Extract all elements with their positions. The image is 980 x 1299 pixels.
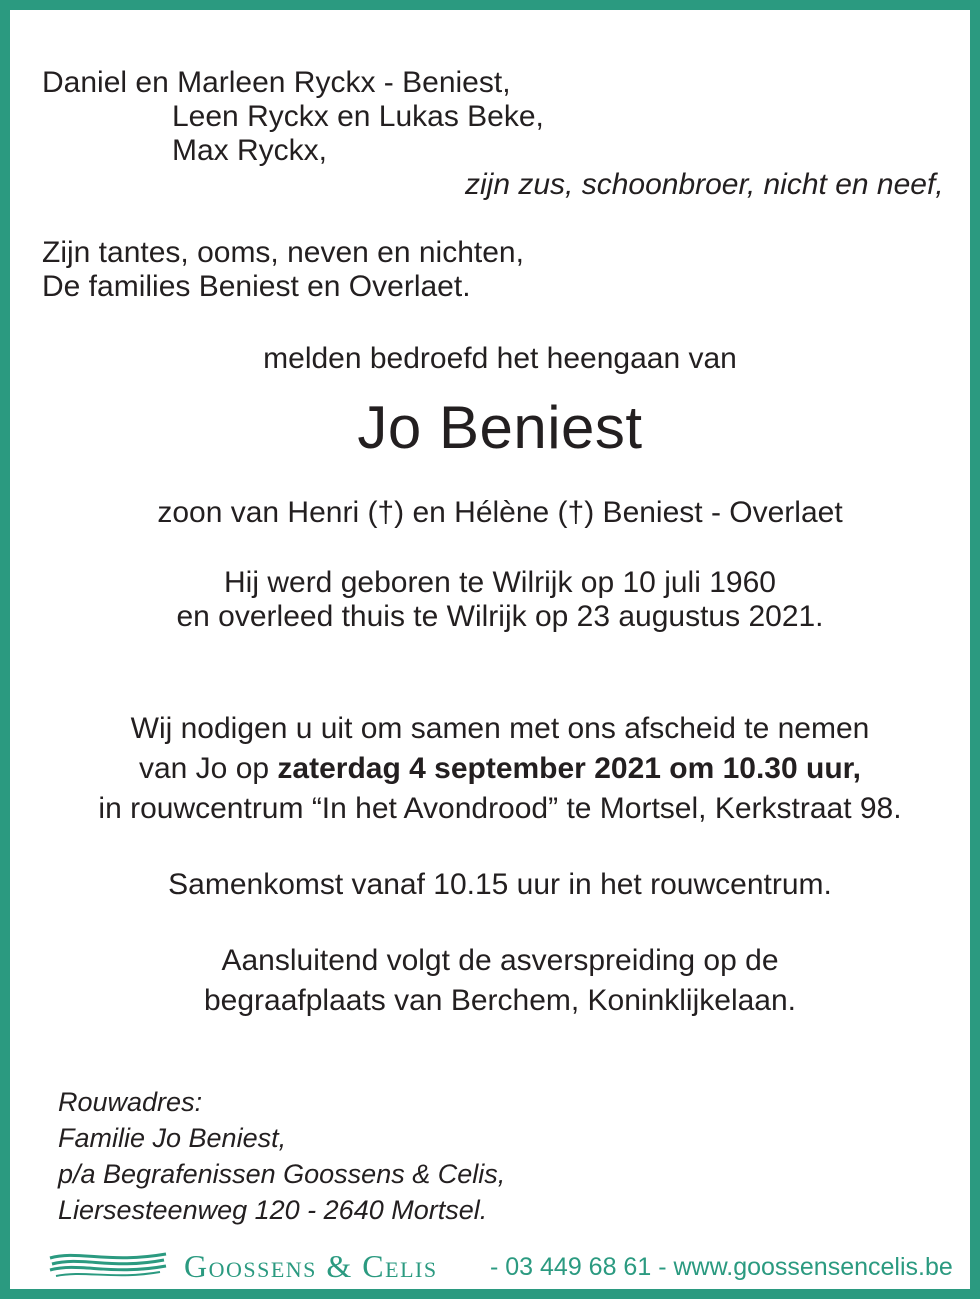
address-line-3: Liersesteenweg 120 - 2640 Mortsel. [58, 1195, 488, 1225]
family-line-1: Daniel en Marleen Ryckx - Beniest, [42, 66, 511, 99]
family-line-3: Max Ryckx, [172, 134, 328, 167]
ceremony-line-1: Wij nodigen u uit om samen met ons afscheid te nemen [130, 712, 870, 745]
announcement: melden bedroefd het heengaan van [263, 342, 737, 375]
death-line: en overleed thuis te Wilrijk op 23 augustus 2021. [176, 600, 824, 633]
after-line-2: begraafplaats van Berchem, Koninklijkelaan. [203, 984, 797, 1017]
family-line-5: De families Beniest en Overlaet. [42, 270, 471, 303]
gathering-line: Samenkomst vanaf 10.15 uur in het rouwcentrum. [168, 868, 832, 901]
brand-name: Goossens & Celis [184, 1248, 438, 1284]
waves-icon [48, 1248, 168, 1280]
address-line-2: p/a Begrafenissen Goossens & Celis, [58, 1159, 506, 1189]
address-label: Rouwadres: [58, 1087, 203, 1117]
family-relation: zijn zus, schoonbroer, nicht en neef, [465, 168, 944, 201]
contact-info: - 03 449 68 61 - www.goossensencelis.be [490, 1253, 953, 1281]
family-line-4: Zijn tantes, ooms, neven en nichten, [42, 236, 524, 269]
address-line-1: Familie Jo Beniest, [58, 1123, 287, 1153]
birth-line: Hij werd geboren te Wilrijk op 10 juli 1960 [224, 566, 776, 599]
ceremony-prefix: van Jo op [138, 752, 278, 785]
footer [48, 1246, 958, 1286]
ceremony-date: zaterdag 4 september 2021 om 10.30 uur, [277, 752, 862, 785]
after-line-1: Aansluitend volgt de asverspreiding op de [221, 944, 779, 977]
deceased-parents: zoon van Henri (†) en Hélène (†) Beniest - Overlaet [157, 496, 843, 529]
ceremony-line-2 [20, 752, 980, 786]
deceased-name: Jo Beniest [357, 394, 643, 461]
ceremony-line-3: in rouwcentrum “In het Avondrood” te Mortsel, Kerkstraat 98. [98, 792, 902, 825]
family-line-2: Leen Ryckx en Lukas Beke, [172, 100, 544, 133]
